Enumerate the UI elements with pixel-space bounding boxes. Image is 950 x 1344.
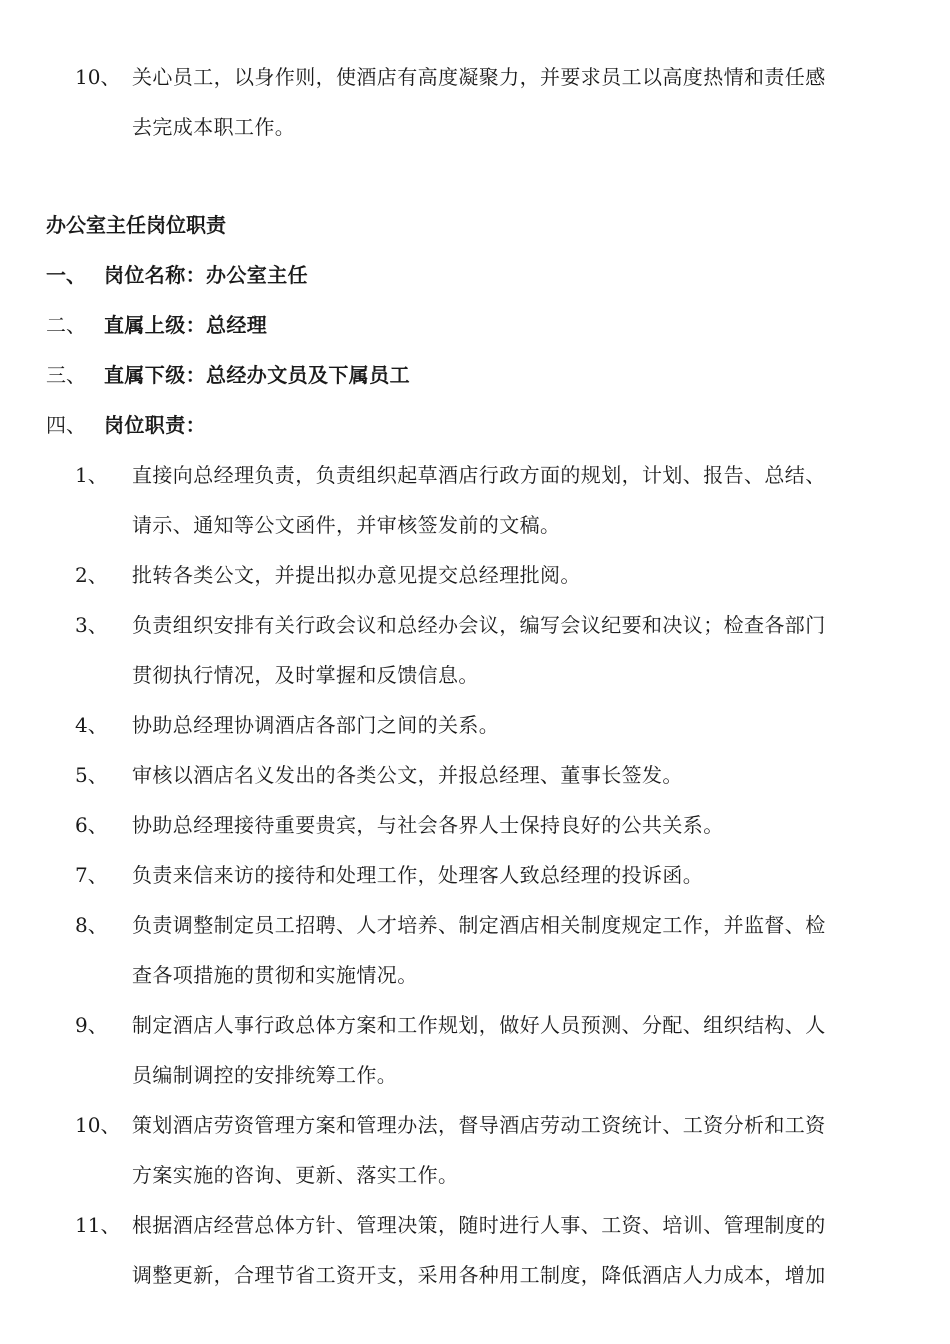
item-number: 1、 — [75, 463, 108, 487]
item-number: 10、 — [75, 1113, 121, 1137]
header-number: 四、 — [46, 413, 86, 437]
item-number: 2、 — [75, 563, 108, 587]
item-number: 11、 — [75, 1213, 121, 1237]
item-text-line: 关心员工，以身作则，使酒店有高度凝聚力，并要求员工以高度热情和责任感 — [132, 65, 826, 89]
item-text-line: 审核以酒店名义发出的各类公文，并报总经理、董事长签发。 — [132, 763, 683, 787]
item-text-line: 查各项措施的贯彻和实施情况。 — [132, 963, 418, 987]
item-text-line: 策划酒店劳资管理方案和管理办法，督导酒店劳动工资统计、工资分析和工资 — [132, 1113, 826, 1137]
section-title: 办公室主任岗位职责 — [46, 213, 226, 237]
header-number: 一、 — [46, 263, 86, 287]
item-text-line: 负责调整制定员工招聘、人才培养、制定酒店相关制度规定工作，并监督、检 — [132, 913, 826, 937]
item-number: 8、 — [75, 913, 108, 937]
item-number: 3、 — [75, 613, 108, 637]
item-text-line: 协助总经理接待重要贵宾，与社会各界人士保持良好的公共关系。 — [132, 813, 724, 837]
item-number: 6、 — [75, 813, 108, 837]
item-text-line: 制定酒店人事行政总体方案和工作规划，做好人员预测、分配、组织结构、人 — [132, 1013, 826, 1037]
item-text-line: 贯彻执行情况，及时掌握和反馈信息。 — [132, 663, 479, 687]
item-text-line: 批转各类公文，并提出拟办意见提交总经理批阅。 — [132, 563, 581, 587]
item-text-line: 员编制调控的安排统筹工作。 — [132, 1063, 398, 1087]
item-number: 9、 — [75, 1013, 108, 1037]
item-text-line: 直接向总经理负责，负责组织起草酒店行政方面的规划，计划、报告、总结、 — [132, 463, 826, 487]
item-number: 5、 — [75, 763, 108, 787]
item-text-line: 负责来信来访的接待和处理工作，处理客人致总经理的投诉函。 — [132, 863, 704, 887]
item-number: 4、 — [75, 713, 108, 737]
item-text-line: 根据酒店经营总体方针、管理决策，随时进行人事、工资、培训、管理制度的 — [132, 1213, 826, 1237]
header-text: 岗位职责： — [104, 413, 206, 437]
item-text-line: 负责组织安排有关行政会议和总经办会议，编写会议纪要和决议；检查各部门 — [132, 613, 826, 637]
item-text-line: 调整更新，合理节省工资开支，采用各种用工制度，降低酒店人力成本，增加 — [132, 1263, 826, 1287]
header-text: 直属下级：总经办文员及下属员工 — [104, 363, 410, 387]
header-number: 三、 — [46, 363, 86, 387]
item-number: 10、 — [75, 65, 121, 89]
header-number: 二、 — [46, 313, 86, 337]
item-text-line: 方案实施的咨询、更新、落实工作。 — [132, 1163, 459, 1187]
header-text: 岗位名称：办公室主任 — [104, 263, 308, 287]
item-number: 7、 — [75, 863, 108, 887]
item-text-line: 协助总经理协调酒店各部门之间的关系。 — [132, 713, 500, 737]
header-text: 直属上级：总经理 — [104, 313, 268, 337]
item-text-line: 去完成本职工作。 — [132, 115, 296, 139]
item-text-line: 请示、通知等公文函件，并审核签发前的文稿。 — [132, 513, 561, 537]
